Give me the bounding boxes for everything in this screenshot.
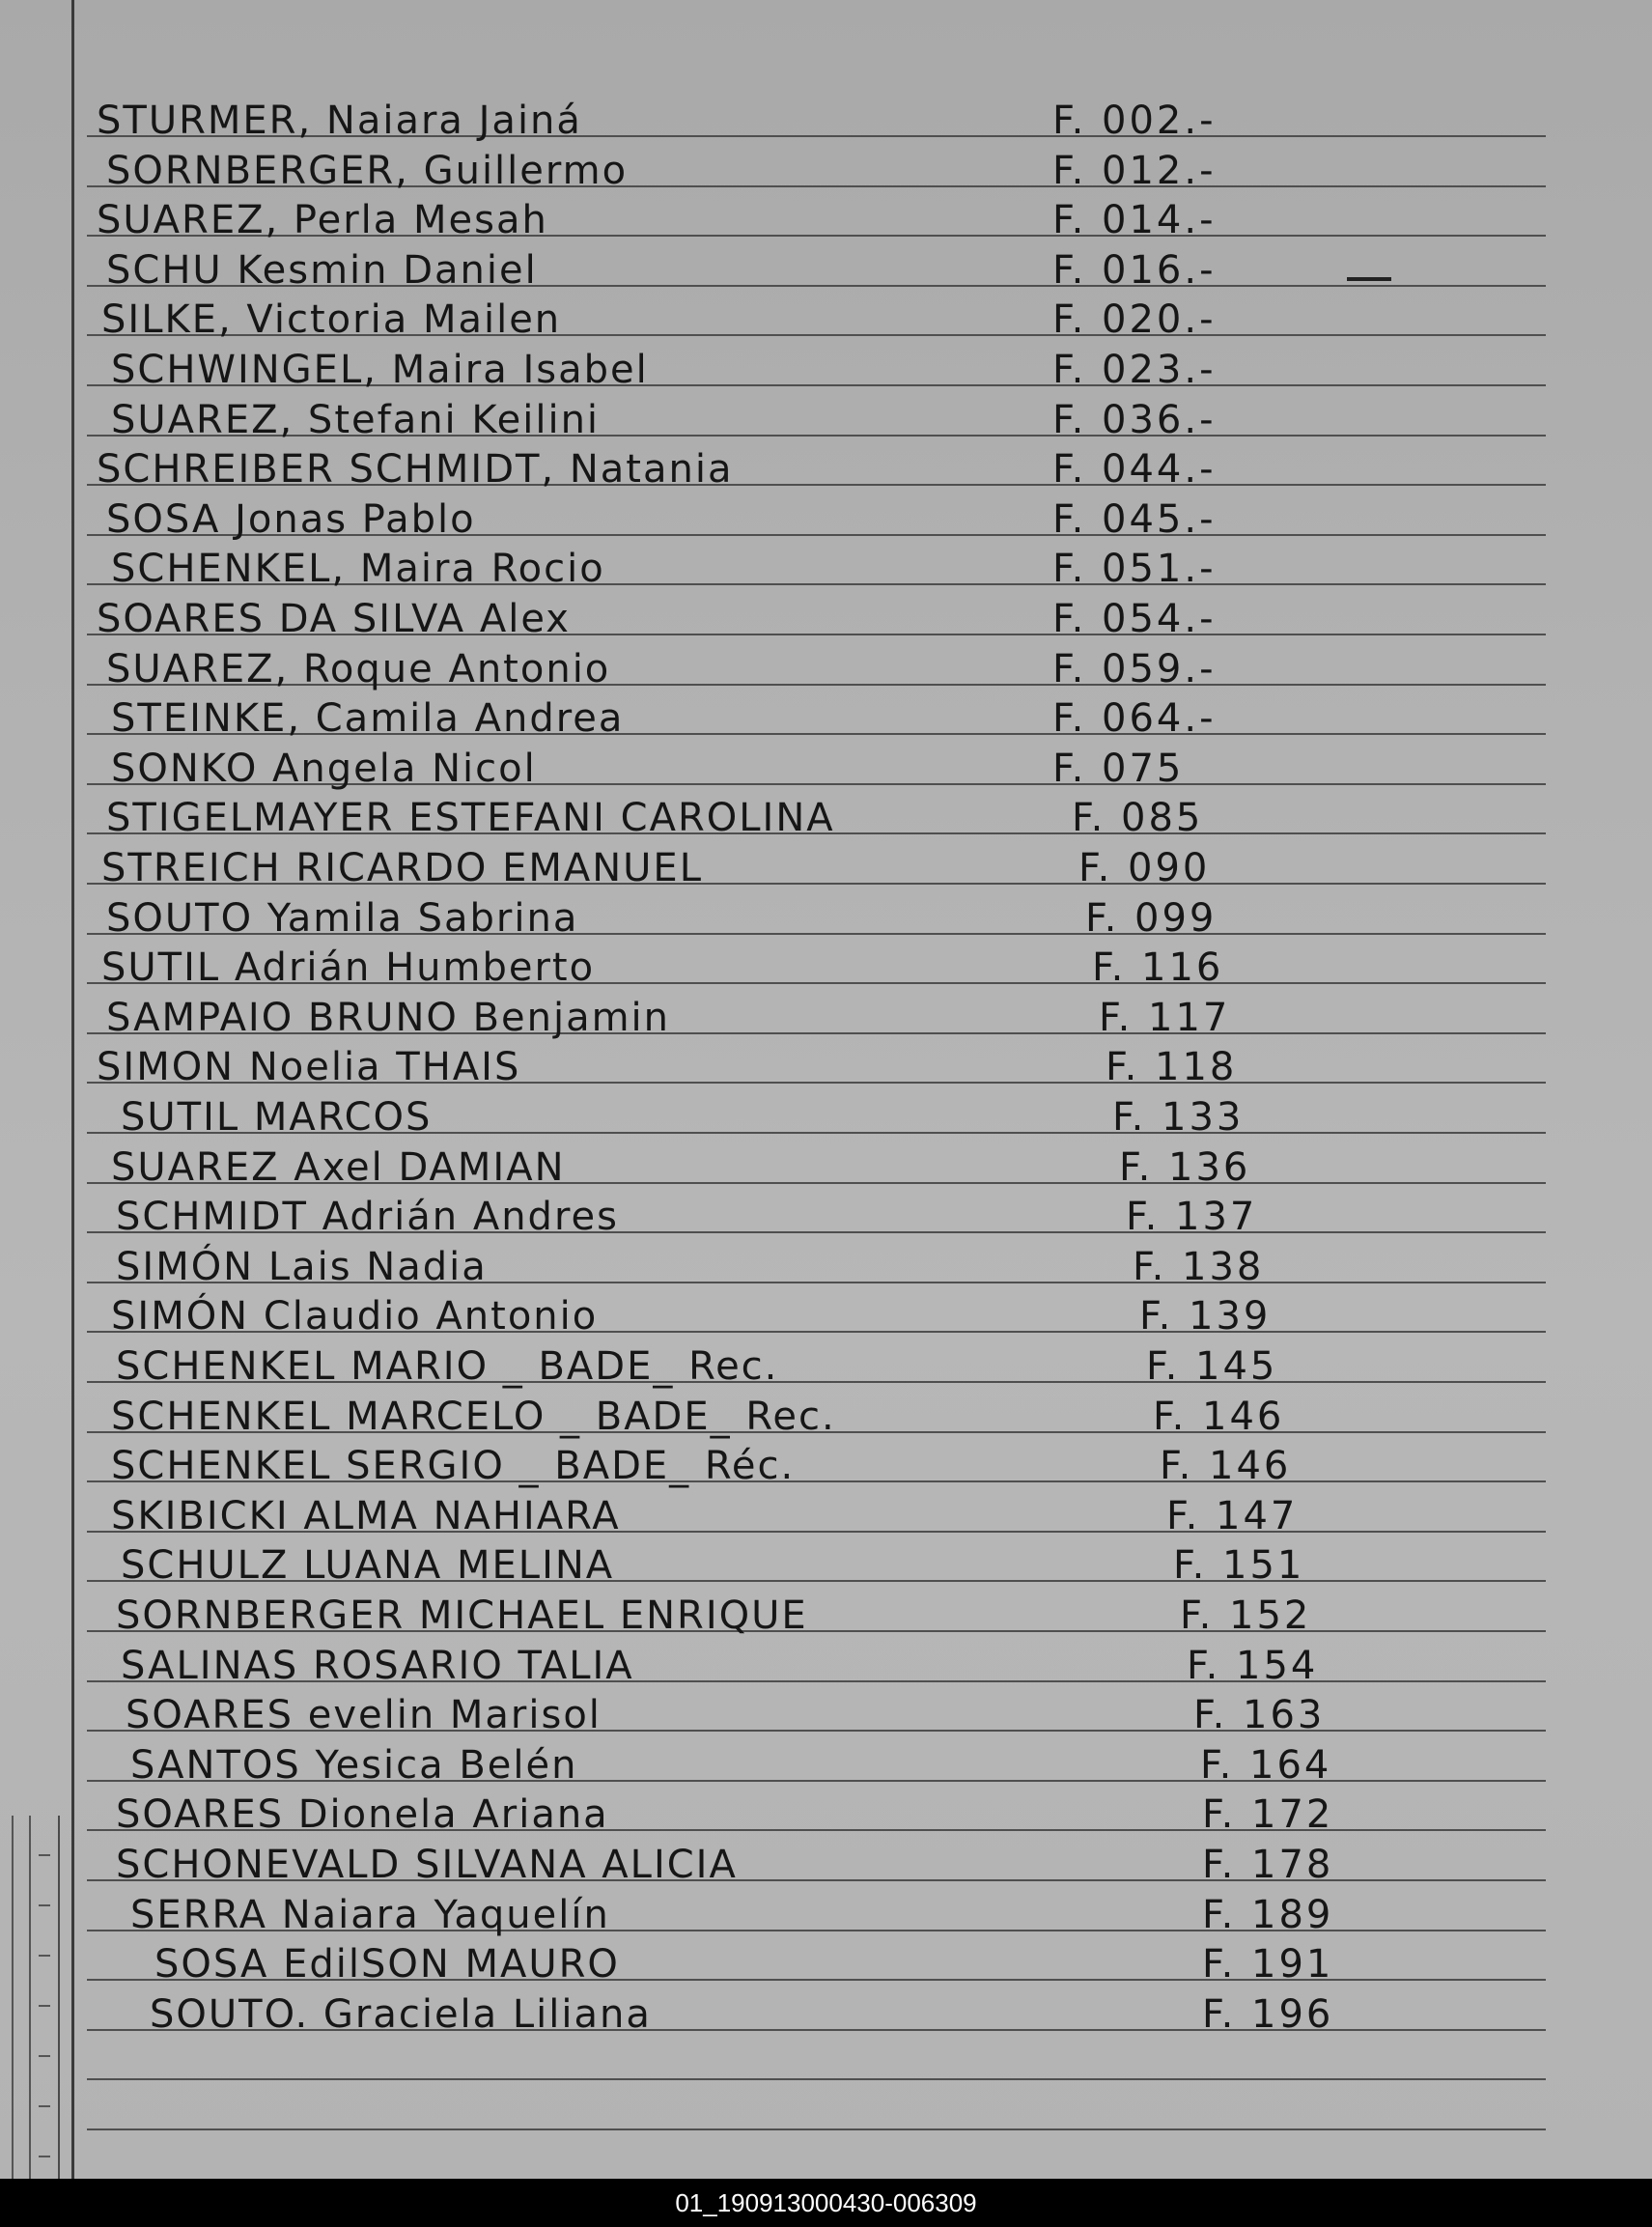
entry-name: SKIBICKI ALMA NAHIARA	[111, 1494, 621, 1538]
entry-name: SANTOS Yesica Belén	[130, 1743, 578, 1788]
ruled-line	[87, 2078, 1546, 2080]
entry-folio: F. 020.-	[1052, 297, 1217, 342]
entry-folio: F. 054.-	[1052, 597, 1217, 641]
list-item	[97, 495, 1545, 546]
list-item	[97, 595, 1545, 645]
edge-tick	[39, 1955, 50, 1957]
list-item	[97, 1442, 1545, 1492]
entry-name: SOUTO Yamila Sabrina	[106, 896, 579, 941]
list-item	[97, 1990, 1545, 2041]
list-item	[97, 346, 1545, 396]
entry-folio: F. 191	[1202, 1942, 1334, 1987]
entry-name: SCHENKEL, Maira Rocio	[111, 547, 605, 591]
list-item	[97, 246, 1545, 296]
list-item	[97, 1691, 1545, 1741]
list-item	[97, 1492, 1545, 1542]
list-item	[97, 1541, 1545, 1592]
list-item	[97, 944, 1545, 994]
entry-folio: F. 075	[1052, 747, 1185, 791]
ruled-line	[87, 2128, 1546, 2130]
entry-name: STURMER, Naiara Jainá	[97, 99, 582, 143]
entry-name: SCHREIBER SCHMIDT, Natania	[97, 447, 734, 492]
margin-line	[71, 0, 74, 2179]
entry-folio: F. 136	[1119, 1145, 1251, 1190]
edge-tick	[39, 1904, 50, 1906]
entry-folio: F. 016.-	[1052, 248, 1217, 293]
entry-folio: F. 059.-	[1052, 647, 1217, 691]
list-item	[97, 1292, 1545, 1342]
list-item	[97, 1193, 1545, 1243]
footer-bar	[0, 2179, 1652, 2227]
entry-folio: F. 118	[1106, 1045, 1238, 1089]
entry-folio: F. 117	[1099, 996, 1231, 1040]
list-item	[97, 1841, 1545, 1891]
list-item	[97, 994, 1545, 1044]
list-item	[97, 1592, 1545, 1642]
entry-name: SCHONEVALD SILVANA ALICIA	[116, 1843, 738, 1887]
entry-folio: F. 196	[1202, 1992, 1334, 2037]
list-item	[97, 147, 1545, 197]
entry-name: SONKO Angela Nicol	[111, 747, 537, 791]
entry-name: SOARES DA SILVA Alex	[97, 597, 571, 641]
entry-name: SAMPAIO BRUNO Benjamin	[106, 996, 671, 1040]
entry-folio: F. 051.-	[1052, 547, 1217, 591]
edge-line	[29, 1816, 31, 2179]
edge-tick	[39, 2055, 50, 2057]
entry-name: SOARES Dionela Ariana	[116, 1792, 609, 1837]
list-item	[97, 445, 1545, 495]
list-item	[97, 645, 1545, 695]
edge-tick	[39, 2156, 50, 2157]
entry-name: SERRA Naiara Yaquelín	[130, 1893, 610, 1937]
list-item	[97, 1143, 1545, 1194]
left-page-edge	[0, 1816, 60, 2179]
entry-name: SUTIL Adrián Humberto	[101, 945, 596, 990]
entry-folio: F. 014.-	[1052, 198, 1217, 242]
list-item	[97, 745, 1545, 795]
entry-folio: F. 139	[1139, 1294, 1272, 1339]
entry-name: SCHMIDT Adrián Andres	[116, 1195, 619, 1239]
list-item	[97, 844, 1545, 894]
edge-tick	[39, 1854, 50, 1856]
entry-name: SCHENKEL SERGIO _ BADE_ Réc.	[111, 1444, 796, 1488]
entry-name: SUAREZ, Perla Mesah	[97, 198, 548, 242]
image-id-label: 01_190913000430-006309	[675, 2187, 977, 2217]
entry-name: SCHENKEL MARIO _ BADE_ Rec.	[116, 1344, 779, 1389]
entry-folio: F. 064.-	[1052, 696, 1217, 741]
entry-folio: F. 146	[1160, 1444, 1292, 1488]
entry-folio: F. 145	[1146, 1344, 1278, 1389]
entry-folio: F. 147	[1166, 1494, 1299, 1538]
entry-folio: F. 172	[1202, 1792, 1334, 1837]
list-item	[97, 296, 1545, 346]
entry-folio: F. 152	[1180, 1593, 1312, 1638]
entry-name: SIMÓN Claudio Antonio	[111, 1294, 599, 1339]
list-item	[97, 1393, 1545, 1443]
edge-line	[12, 1816, 14, 2179]
entry-name: SUAREZ, Stefani Keilini	[111, 398, 601, 442]
list-item	[97, 196, 1545, 246]
edge-tick	[39, 2005, 50, 2007]
entry-name: SALINAS ROSARIO TALIA	[121, 1644, 634, 1688]
list-item	[97, 694, 1545, 745]
list-item	[97, 1093, 1545, 1143]
entry-name: STREICH RICARDO EMANUEL	[101, 846, 703, 890]
list-item	[97, 545, 1545, 595]
entry-name: SOUTO. Graciela Liliana	[150, 1992, 652, 2037]
entry-folio: F. 133	[1112, 1095, 1245, 1140]
entry-folio: F. 099	[1085, 896, 1218, 941]
entry-folio: F. 164	[1200, 1743, 1332, 1788]
entry-name: STIGELMAYER ESTEFANI CAROLINA	[106, 796, 835, 840]
list-item	[97, 1642, 1545, 1692]
list-item	[97, 1342, 1545, 1393]
entry-folio: F. 045.-	[1052, 497, 1217, 542]
entry-folio: F. 163	[1193, 1693, 1326, 1737]
list-item	[97, 1043, 1545, 1093]
list-item	[97, 1243, 1545, 1293]
entry-folio: F. 154	[1187, 1644, 1319, 1688]
entry-folio: F. 116	[1092, 945, 1224, 990]
entry-folio: F. 178	[1202, 1843, 1334, 1887]
entry-name: SOSA Jonas Pablo	[106, 497, 476, 542]
list-item	[97, 894, 1545, 944]
list-item	[97, 1891, 1545, 1941]
entry-name: SUAREZ Axel DAMIAN	[111, 1145, 566, 1190]
entry-folio: F. 151	[1173, 1543, 1305, 1588]
entry-name: STEINKE, Camila Andrea	[111, 696, 625, 741]
entry-folio: F. 012.-	[1052, 149, 1217, 193]
entry-folio: F. 002.-	[1052, 99, 1217, 143]
list-item	[97, 1940, 1545, 1990]
entry-name: SCHU Kesmin Daniel	[106, 248, 538, 293]
entry-folio: F. 044.-	[1052, 447, 1217, 492]
entry-name: SORNBERGER MICHAEL ENRIQUE	[116, 1593, 808, 1638]
list-item	[97, 396, 1545, 446]
entry-folio: F. 138	[1133, 1245, 1265, 1289]
entry-name: SOSA EdilSON MAURO	[154, 1942, 620, 1987]
entry-folio: F. 036.-	[1052, 398, 1217, 442]
entry-name: SCHWINGEL, Maira Isabel	[111, 348, 649, 392]
entry-name: SUAREZ, Roque Antonio	[106, 647, 611, 691]
entry-folio: F. 090	[1078, 846, 1211, 890]
entry-folio: F. 146	[1153, 1395, 1285, 1439]
dash-mark	[1347, 277, 1391, 281]
list-item	[97, 1790, 1545, 1841]
entry-name: SCHULZ LUANA MELINA	[121, 1543, 615, 1588]
edge-tick	[39, 2105, 50, 2107]
entry-folio: F. 023.-	[1052, 348, 1217, 392]
entry-folio: F. 137	[1126, 1195, 1258, 1239]
entry-name: SILKE, Victoria Mailen	[101, 297, 562, 342]
entry-name: SORNBERGER, Guillermo	[106, 149, 629, 193]
entry-name: SCHENKEL MARCELO _ BADE_ Rec.	[111, 1395, 836, 1439]
entry-folio: F. 085	[1072, 796, 1204, 840]
entry-folio: F. 189	[1202, 1893, 1334, 1937]
list-item	[97, 794, 1545, 844]
entry-name: SIMÓN Lais Nadia	[116, 1245, 488, 1289]
entry-name: SUTIL MARCOS	[121, 1095, 433, 1140]
list-item	[97, 97, 1545, 147]
entry-name: SOARES evelin Marisol	[126, 1693, 602, 1737]
list-item	[97, 1741, 1545, 1791]
entry-name: SIMON Noelia THAIS	[97, 1045, 521, 1089]
